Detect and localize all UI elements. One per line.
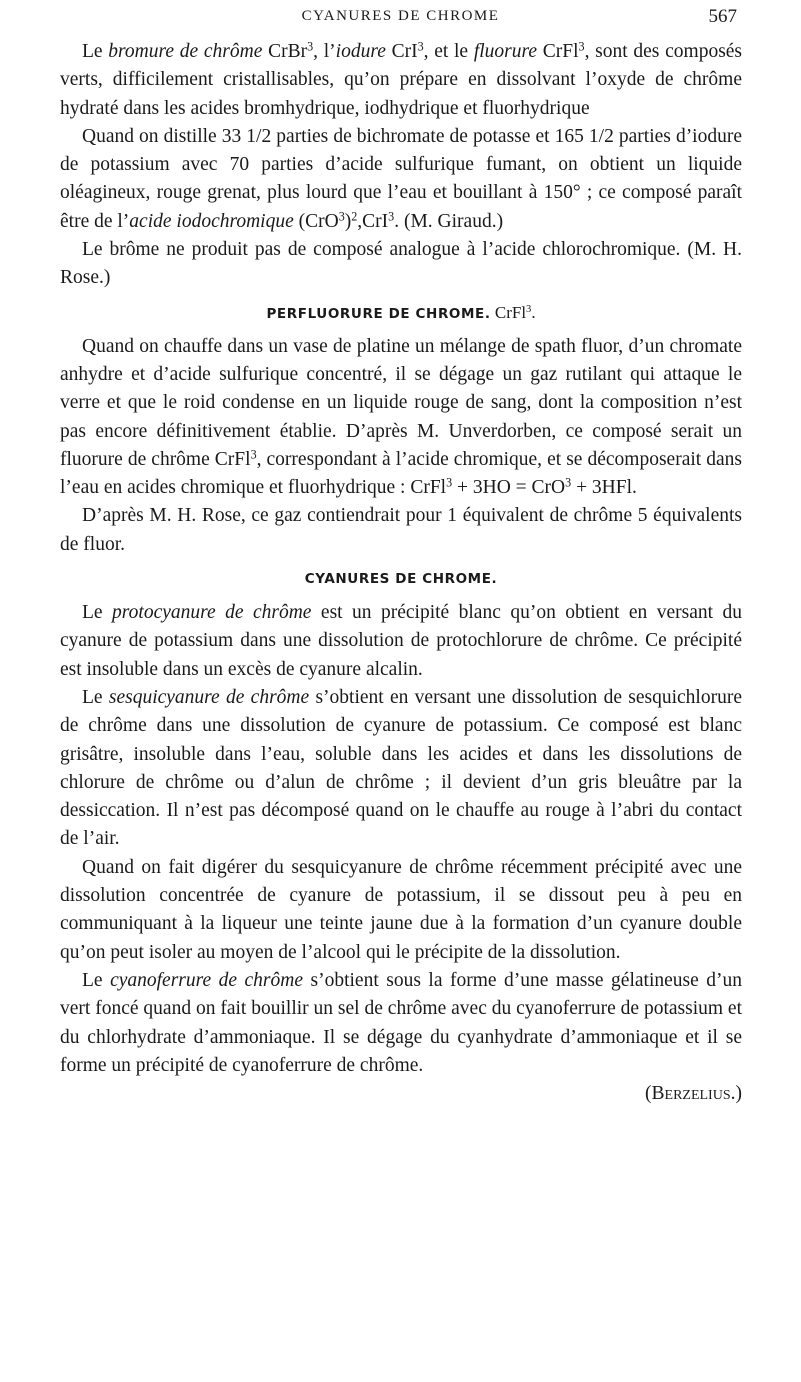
running-title: CYANURES DE CHROME [301, 8, 500, 24]
paragraph-rose-fluor: D’après M. H. Rose, ce gaz contiendrait pour 1 équivalent de chrôme 5 équivalents de fluor. [60, 505, 742, 555]
paragraph-bromure-iodure-fluorure: Le bromure de chrôme CrBr$^3$, l’iodure CrI$^3$, et le fluorure CrFl$^3$, sont des composés verts, difficilement cristallisables, qu’on prépare en dissolvant l’oxyde de chrôme hydraté dans les acides bromhydrique, iodhydrique et fluorhydrique [60, 39, 743, 119]
paragraph-cyanure-double: Quand on fait digérer du sesquicyanure de chrôme récemment précipité avec une dissolution concentrée de cyanure de potassium, il se dissout peu à peu en communiquant à la liqueur une teinte jaune due à la formation d’un cyanure double qu’on peut isoler au moyen de l’alcool qui le précipite de la dissolution. [60, 856, 742, 963]
paragraph-acide-iodochromique: Quand on distille 33 1/2 parties de bichromate de potasse et 165 1/2 parties d’iodure de potassium avec 70 parties d’acide sulfurique fumant, on obtient un liquide oléagineux, rouge grenat, plus lourd que l’eau et bouillant à 150° ; ce composé paraît être de l’acide iodochromique $(CrO^3)^2,CrI^3$. (M. Giraud.) [60, 125, 742, 232]
paragraph-perfluorure-preparation: Quand on chauffe dans un vase de platine un mélange de spath fluor, d’un chromate anhydre et d’acide sulfurique concentré, il se dégage un gaz rutilant qui attaque le verre et que le roid condense en un liquide rouge de sang, dont la composition n’est pas encore définitivement établie. D’après M. Unverdorben, ce composé serait un fluorure de chrôme CrFl$^3$, correspondant à l’acide chromique, et se décomposerait dans l’eau en acides chromique et fluorhydrique : CrFl$^3$ + 3HO = CrO$^3$ + 3HFl. [60, 335, 742, 499]
paragraph-cyanoferrure: Le cyanoferrure de chrôme s’obtient sous la forme d’une masse gélatineuse d’un vert foncé quand on fait bouillir un sel de chrôme avec du cyanoferrure de potassium et du chlorhydrate d’ammoniaque. Il se dégage du cyanhydrate d’ammoniaque et il se forme un précipité de cyanoferrure de chrôme. (Berzelius.) [60, 967, 742, 1108]
section-heading-cyanures: CYANURES DE CHROME. [304, 571, 498, 588]
section-heading-perfluorure: PERFLUORURE DE CHROME. CrFl$^3$. [266, 302, 536, 322]
citation-berzelius: (Berzelius.) [645, 1083, 742, 1105]
paragraph-protocyanure: Le protocyanure de chrôme est un précipité blanc qu’on obtient en versant du cyanure de potassium dans une dissolution de protochlorure de chrôme. Ce précipité est insoluble dans un excès de cyanure alcalin. [60, 602, 743, 680]
page-number: 567 [708, 6, 737, 27]
page-body [60, 38, 742, 1108]
running-header [60, 4, 741, 32]
paragraph-sesquicyanure: Le sesquicyanure de chrôme s’obtient en versant une dissolution de sesquichlorure de chrôme dans une dissolution de cyanure de potassium. Ce composé est blanc grisâtre, insoluble dans l’eau, soluble dans les acides et dans les dissolutions de chlorure de chrôme ou d’alun de chrôme ; il devient d’un gris bleuâtre par la dessiccation. Il n’est pas décomposé quand on le chauffe au rouge à l’abri du contact de l’air. [60, 686, 742, 850]
paragraph-brome-analogue: Le brôme ne produit pas de composé analogue à l’acide chlorochromique. (M. H. Rose.) [60, 239, 742, 289]
